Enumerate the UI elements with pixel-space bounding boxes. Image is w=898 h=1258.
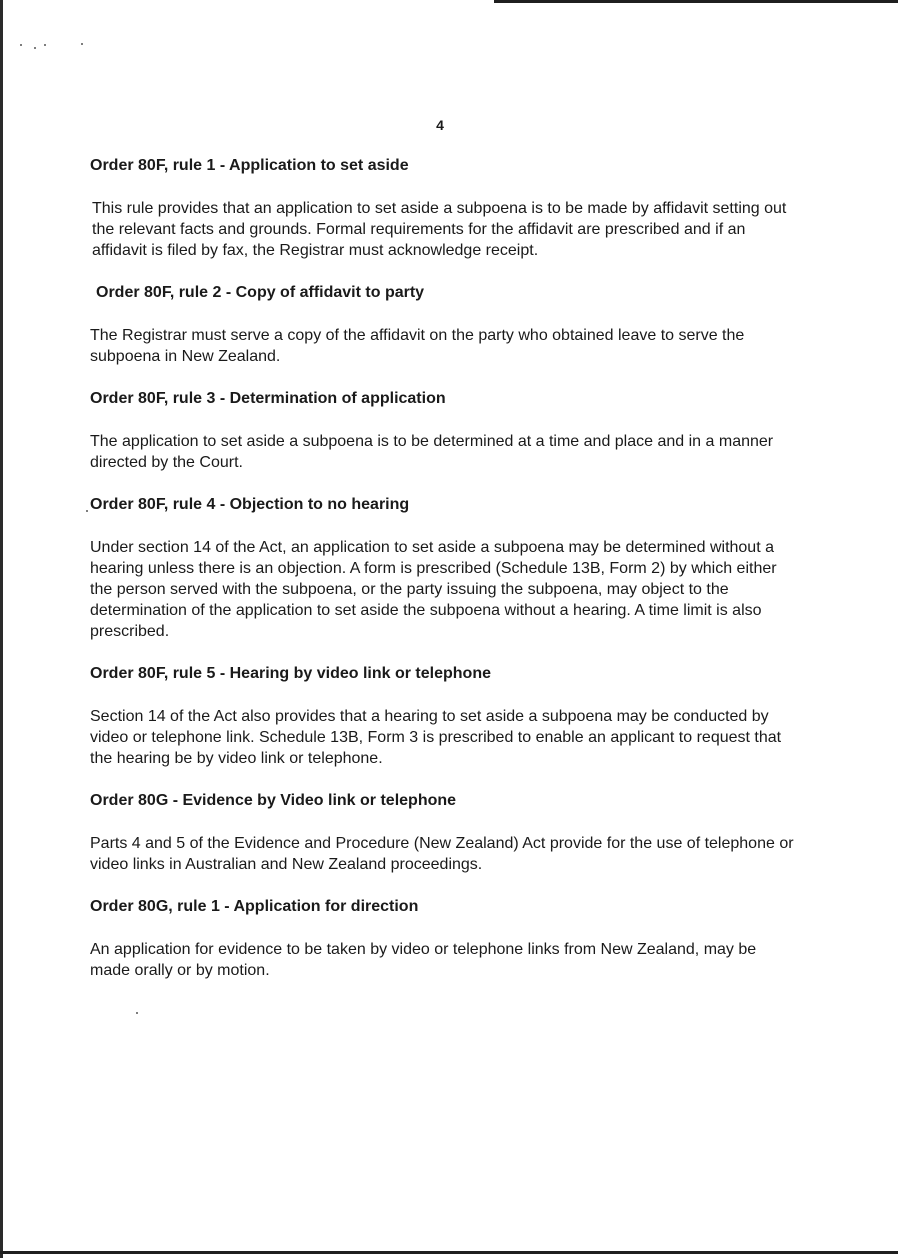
section-heading: Order 80F, rule 5 - Hearing by video link or telephone — [90, 665, 491, 682]
section-heading: Order 80G, rule 1 - Application for direction — [90, 898, 419, 915]
section-heading: Order 80F, rule 4 - Objection to no hearing — [90, 496, 410, 513]
section-paragraph: Section 14 of the Act also provides that a hearing to set aside a subpoena may be conducted by video or telephone link. Schedule 13B, Form 3 is prescribed to enable an applicant to request that the hearing be by video link or telephone. — [90, 708, 782, 767]
section-80f-rule-3 — [90, 389, 798, 473]
section-80f-rule-4 — [90, 495, 798, 642]
section-heading: Order 80G - Evidence by Video link or telephone — [90, 792, 457, 809]
scan-edge-left — [0, 0, 3, 1258]
scan-speck — [44, 44, 46, 46]
section-paragraph: Parts 4 and 5 of the Evidence and Procedure (New Zealand) Act provide for the use of telephone or video links in Australian and New Zealand proceedings. — [90, 835, 794, 873]
section-80f-rule-2 — [90, 283, 798, 367]
page-number: 4 — [436, 117, 444, 133]
scan-speck — [81, 43, 83, 45]
section-80g-rule-1 — [90, 897, 798, 981]
section-heading: Order 80F, rule 3 - Determination of application — [90, 390, 446, 407]
section-heading: Order 80F, rule 2 - Copy of affidavit to party — [96, 284, 425, 301]
document-body — [90, 156, 798, 1003]
scan-edge-bottom — [0, 1251, 898, 1254]
scan-speck — [20, 44, 22, 46]
section-heading: Order 80F, rule 1 - Application to set aside — [90, 157, 409, 174]
section-80f-rule-1 — [90, 156, 798, 261]
section-paragraph: The application to set aside a subpoena is to be determined at a time and place and in a manner directed by the Court. — [90, 433, 774, 471]
section-paragraph: The Registrar must serve a copy of the affidavit on the party who obtained leave to serve the subpoena in New Zealand. — [90, 327, 745, 365]
scan-edge-top — [494, 0, 898, 3]
section-80f-rule-5 — [90, 664, 798, 769]
scan-speck — [86, 510, 88, 512]
section-paragraph: Under section 14 of the Act, an application to set aside a subpoena may be determined without a hearing unless there is an objection. A form is prescribed (Schedule 13B, Form 2) by which either the person served with the subpoena, or the party issuing the subpoena, may object to the determination of the application to set aside the subpoena without a hearing. A time limit is also prescribed. — [90, 539, 777, 640]
scan-speck — [34, 47, 36, 49]
section-paragraph: An application for evidence to be taken by video or telephone links from New Zealand, may be made orally or by motion. — [90, 941, 757, 979]
section-80g — [90, 791, 798, 875]
section-paragraph: This rule provides that an application to set aside a subpoena is to be made by affidavit setting out the relevant facts and grounds. Formal requirements for the affidavit are prescribed and if an affidavit is filed by fax, the Registrar must acknowledge receipt. — [92, 200, 787, 259]
scan-speck — [136, 1012, 138, 1014]
